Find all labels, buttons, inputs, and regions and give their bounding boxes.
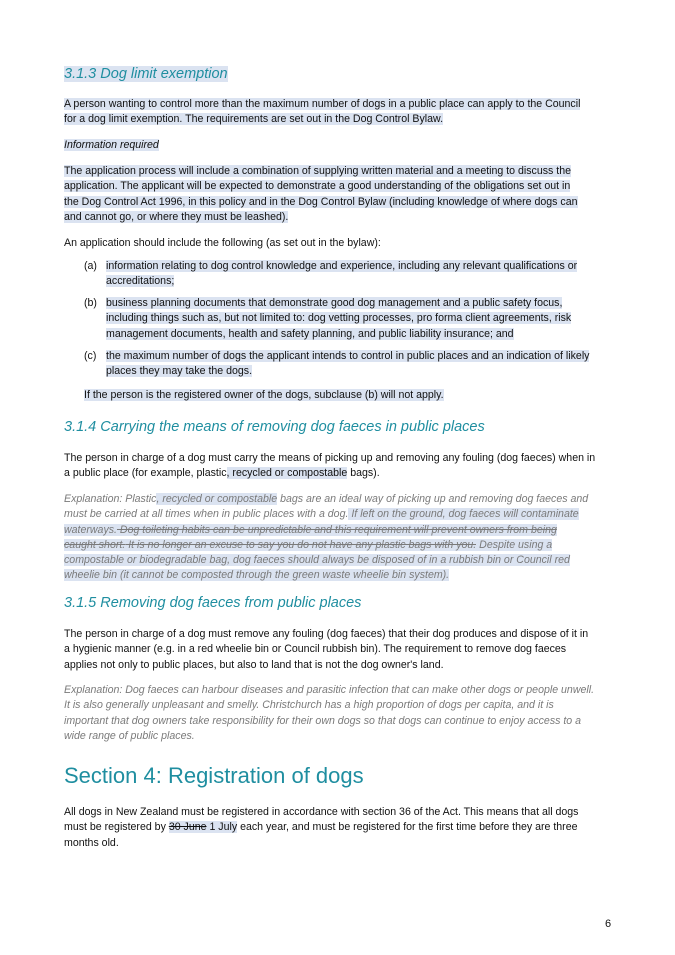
paragraph-carry-means: The person in charge of a dog must carry the means of picking up and removing any fouling (dog faeces) when in a public place (for example, plastic, recycled or compostable bags). [64, 452, 596, 480]
section-heading-3-1-3: 3.1.3 Dog limit exemption [64, 66, 228, 82]
list-label-a: (a) [84, 260, 97, 272]
section-heading-3-1-5: 3.1.5 Removing dog faeces from public places [64, 595, 362, 611]
paragraph-application-include: An application should include the following (as set out in the bylaw): [64, 237, 381, 249]
list-item-c: the maximum number of dogs the applicant intends to control in public places and an indication of likely places they may take the dogs. [106, 350, 590, 378]
paragraph-registration: All dogs in New Zealand must be registered in accordance with section 36 of the Act. This means that all dogs must be registered by 30 June 1 July each year, and must be registered for the first time before they are three months old. [64, 806, 579, 849]
paragraph-application-process: The application process will include a combination of supplying written material and a meeting to discuss the application. The applicant will be expected to demonstrate a good understanding of the obligations set out in the Dog Control Act 1996, in this policy and in the Dog Control Bylaw (including knowledge of where dogs can and cannot go, or where they must be leashed). [64, 165, 578, 223]
paragraph-registered-owner-note: If the person is the registered owner of the dogs, subclause (b) will not apply. [84, 389, 444, 401]
subheading-information-required: Information required [64, 139, 159, 151]
list-label-b: (b) [84, 297, 97, 309]
list-item-b: business planning documents that demonstrate good dog management and a public safety focus, including things such as, but not limited to: dog vetting processes, pro forma client agreements, risk management documents, health and safety planning, and public liability insurance; and [106, 297, 572, 340]
explanation-carry-means: Explanation: Plastic, recycled or compostable bags are an ideal way of picking up and removing dog faeces and must be carried at all times when in public places with a dog. If left on the ground, dog faeces will contaminate waterways. Dog toileting habits can be unpredictable and this requirement will prevent owners from being caught short. It is no longer an excuse to say you do not have any plastic bags with you. Despite using a compostable or biodegradable bag, dog faeces should always be disposed of in a rubbish bin or Council red wheelie bin (it cannot be composted through the green waste wheelie bin system). [64, 493, 589, 582]
section-heading-4: Section 4: Registration of dogs [64, 763, 364, 788]
section-heading-3-1-4: 3.1.4 Carrying the means of removing dog faeces in public places [64, 419, 485, 435]
list-label-c: (c) [84, 350, 97, 362]
paragraph-dog-limit-intro: A person wanting to control more than the maximum number of dogs in a public place can apply to the Council for a dog limit exemption. The requirements are set out in the Dog Control Bylaw. [64, 98, 581, 126]
list-item-a: information relating to dog control knowledge and experience, including any relevant qualifications or accreditations; [106, 260, 578, 288]
page-number: 6 [605, 918, 612, 930]
explanation-remove-faeces: Explanation: Dog faeces can harbour diseases and parasitic infection that can make other dogs or people unwell. It is also generally unpleasant and smelly. Christchurch has a high proportion of dogs per capita, and it is important that dog owners take responsibility for their own dogs so that dogs can continue to enjoy access to a wide range of public places. [64, 684, 595, 742]
paragraph-remove-faeces: The person in charge of a dog must remove any fouling (dog faeces) that their dog produces and dispose of it in a hygienic manner (e.g. in a red wheelie bin or Council rubbish bin). The requirement to remove dog faeces applies not only to public places, but also to land that is not the dog owner's land. [64, 628, 589, 671]
